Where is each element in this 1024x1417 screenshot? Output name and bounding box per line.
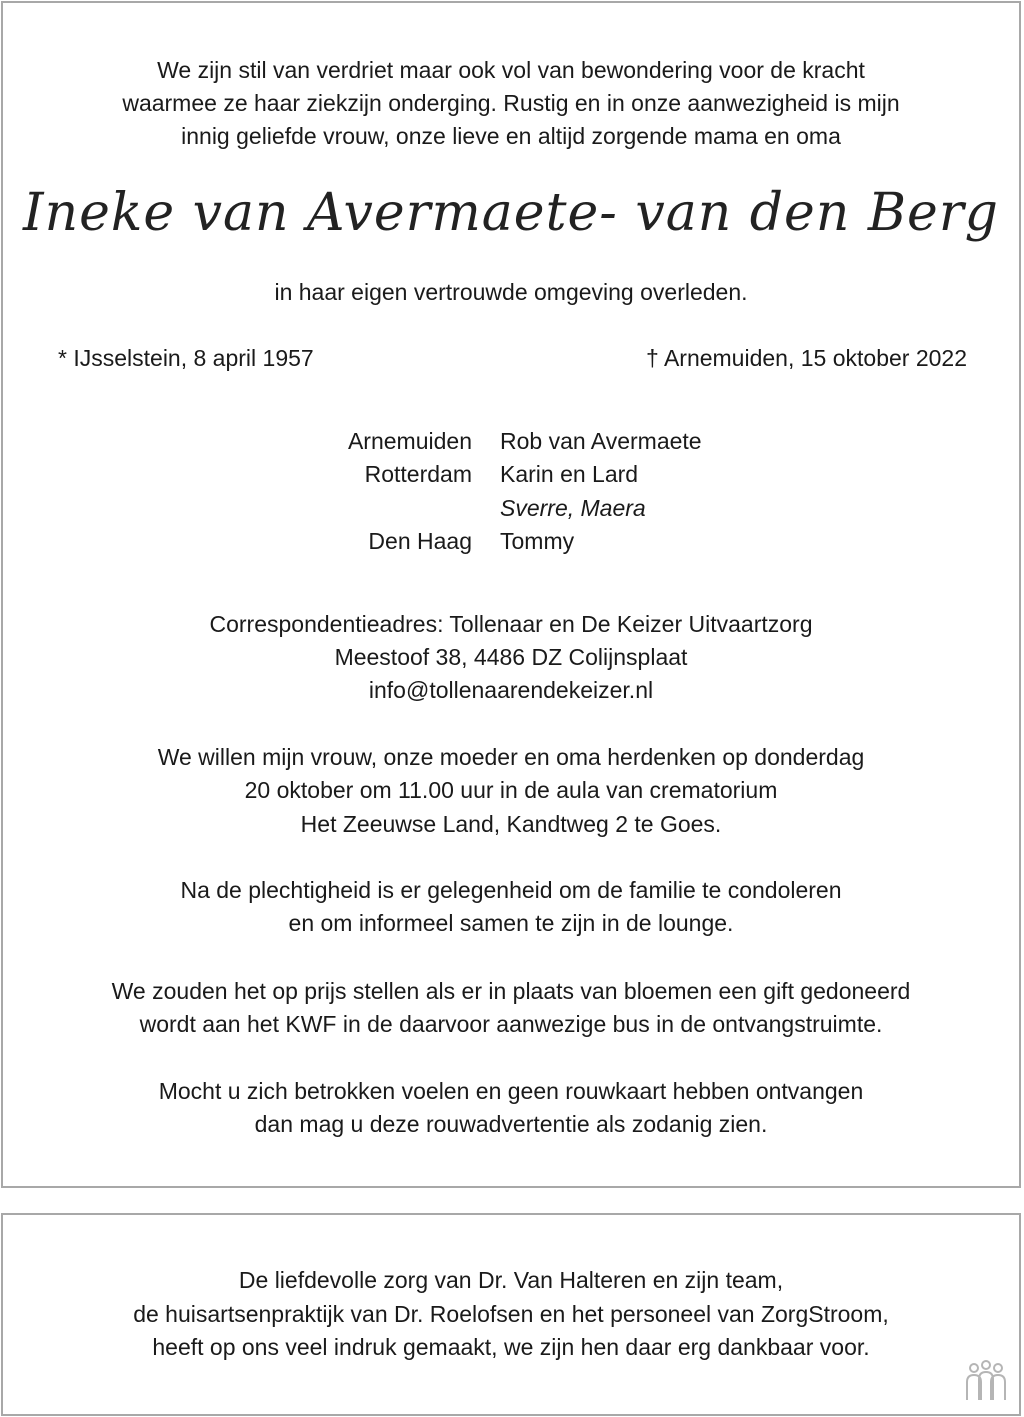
people-group-icon <box>964 1360 1008 1404</box>
family-city: Rotterdam <box>364 461 472 487</box>
correspondence-line-1: Correspondentieadres: Tollenaar en De Keizer Uitvaartzorg <box>209 611 813 637</box>
family-names: Karin en Lard <box>500 461 639 487</box>
family-city: Arnemuiden <box>347 428 472 454</box>
donation-line-2: wordt aan het KWF in de daarvoor aanwezige bus in de ontvangstruimte. <box>139 1011 883 1037</box>
passed-line: in haar eigen vertrouwde omgeving overleden. <box>274 279 748 305</box>
thank-you-notice <box>1 1213 1021 1416</box>
donation-line-1: We zouden het op prijs stellen als er in plaats van bloemen een gift gedoneerd <box>111 978 911 1004</box>
family-names: Rob van Avermaete <box>500 428 702 454</box>
death-announcement <box>1 1 1021 1188</box>
family-names: Tommy <box>500 528 575 554</box>
intro-line-2: waarmee ze haar ziekzijn onderging. Rustig en in onze aanwezigheid is mijn <box>122 90 900 116</box>
thanks-line-3: heeft op ons veel indruk gemaakt, we zijn hen daar erg dankbaar voor. <box>152 1334 870 1360</box>
grandchildren-names: Sverre, Maera <box>500 495 646 521</box>
ceremony-line-1: We willen mijn vrouw, onze moeder en oma herdenken op donderdag <box>157 744 865 770</box>
ceremony-line-2: 20 oktober om 11.00 uur in de aula van crematorium <box>244 777 778 803</box>
notice-line-1: Mocht u zich betrokken voelen en geen rouwkaart hebben ontvangen <box>158 1078 864 1104</box>
thanks-line-2: de huisartsenpraktijk van Dr. Roelofsen en het personeel van ZorgStroom, <box>133 1301 889 1327</box>
deceased-name: Ineke van Avermaete- van den Berg <box>23 183 999 243</box>
death-info: † Arnemuiden, 15 oktober 2022 <box>646 345 967 371</box>
thanks-line-1: De liefdevolle zorg van Dr. Van Halteren en zijn team, <box>238 1267 784 1293</box>
condolence-line-1: Na de plechtigheid is er gelegenheid om de familie te condoleren <box>180 877 842 903</box>
intro-line-1: We zijn stil van verdriet maar ook vol van bewondering voor de kracht <box>157 57 865 83</box>
correspondence-address: Meestoof 38, 4486 DZ Colijnsplaat <box>334 644 688 670</box>
family-city: Den Haag <box>368 528 472 554</box>
correspondence-email: info@tollenaarendekeizer.nl <box>368 677 654 703</box>
ceremony-line-3: Het Zeeuwse Land, Kandtweg 2 te Goes. <box>300 811 722 837</box>
notice-line-2: dan mag u deze rouwadvertentie als zodanig zien. <box>254 1111 768 1137</box>
condolence-line-2: en om informeel samen te zijn in de lounge. <box>288 910 734 936</box>
intro-line-3: innig geliefde vrouw, onze lieve en altijd zorgende mama en oma <box>181 123 841 149</box>
birth-info: * IJsselstein, 8 april 1957 <box>58 345 314 371</box>
